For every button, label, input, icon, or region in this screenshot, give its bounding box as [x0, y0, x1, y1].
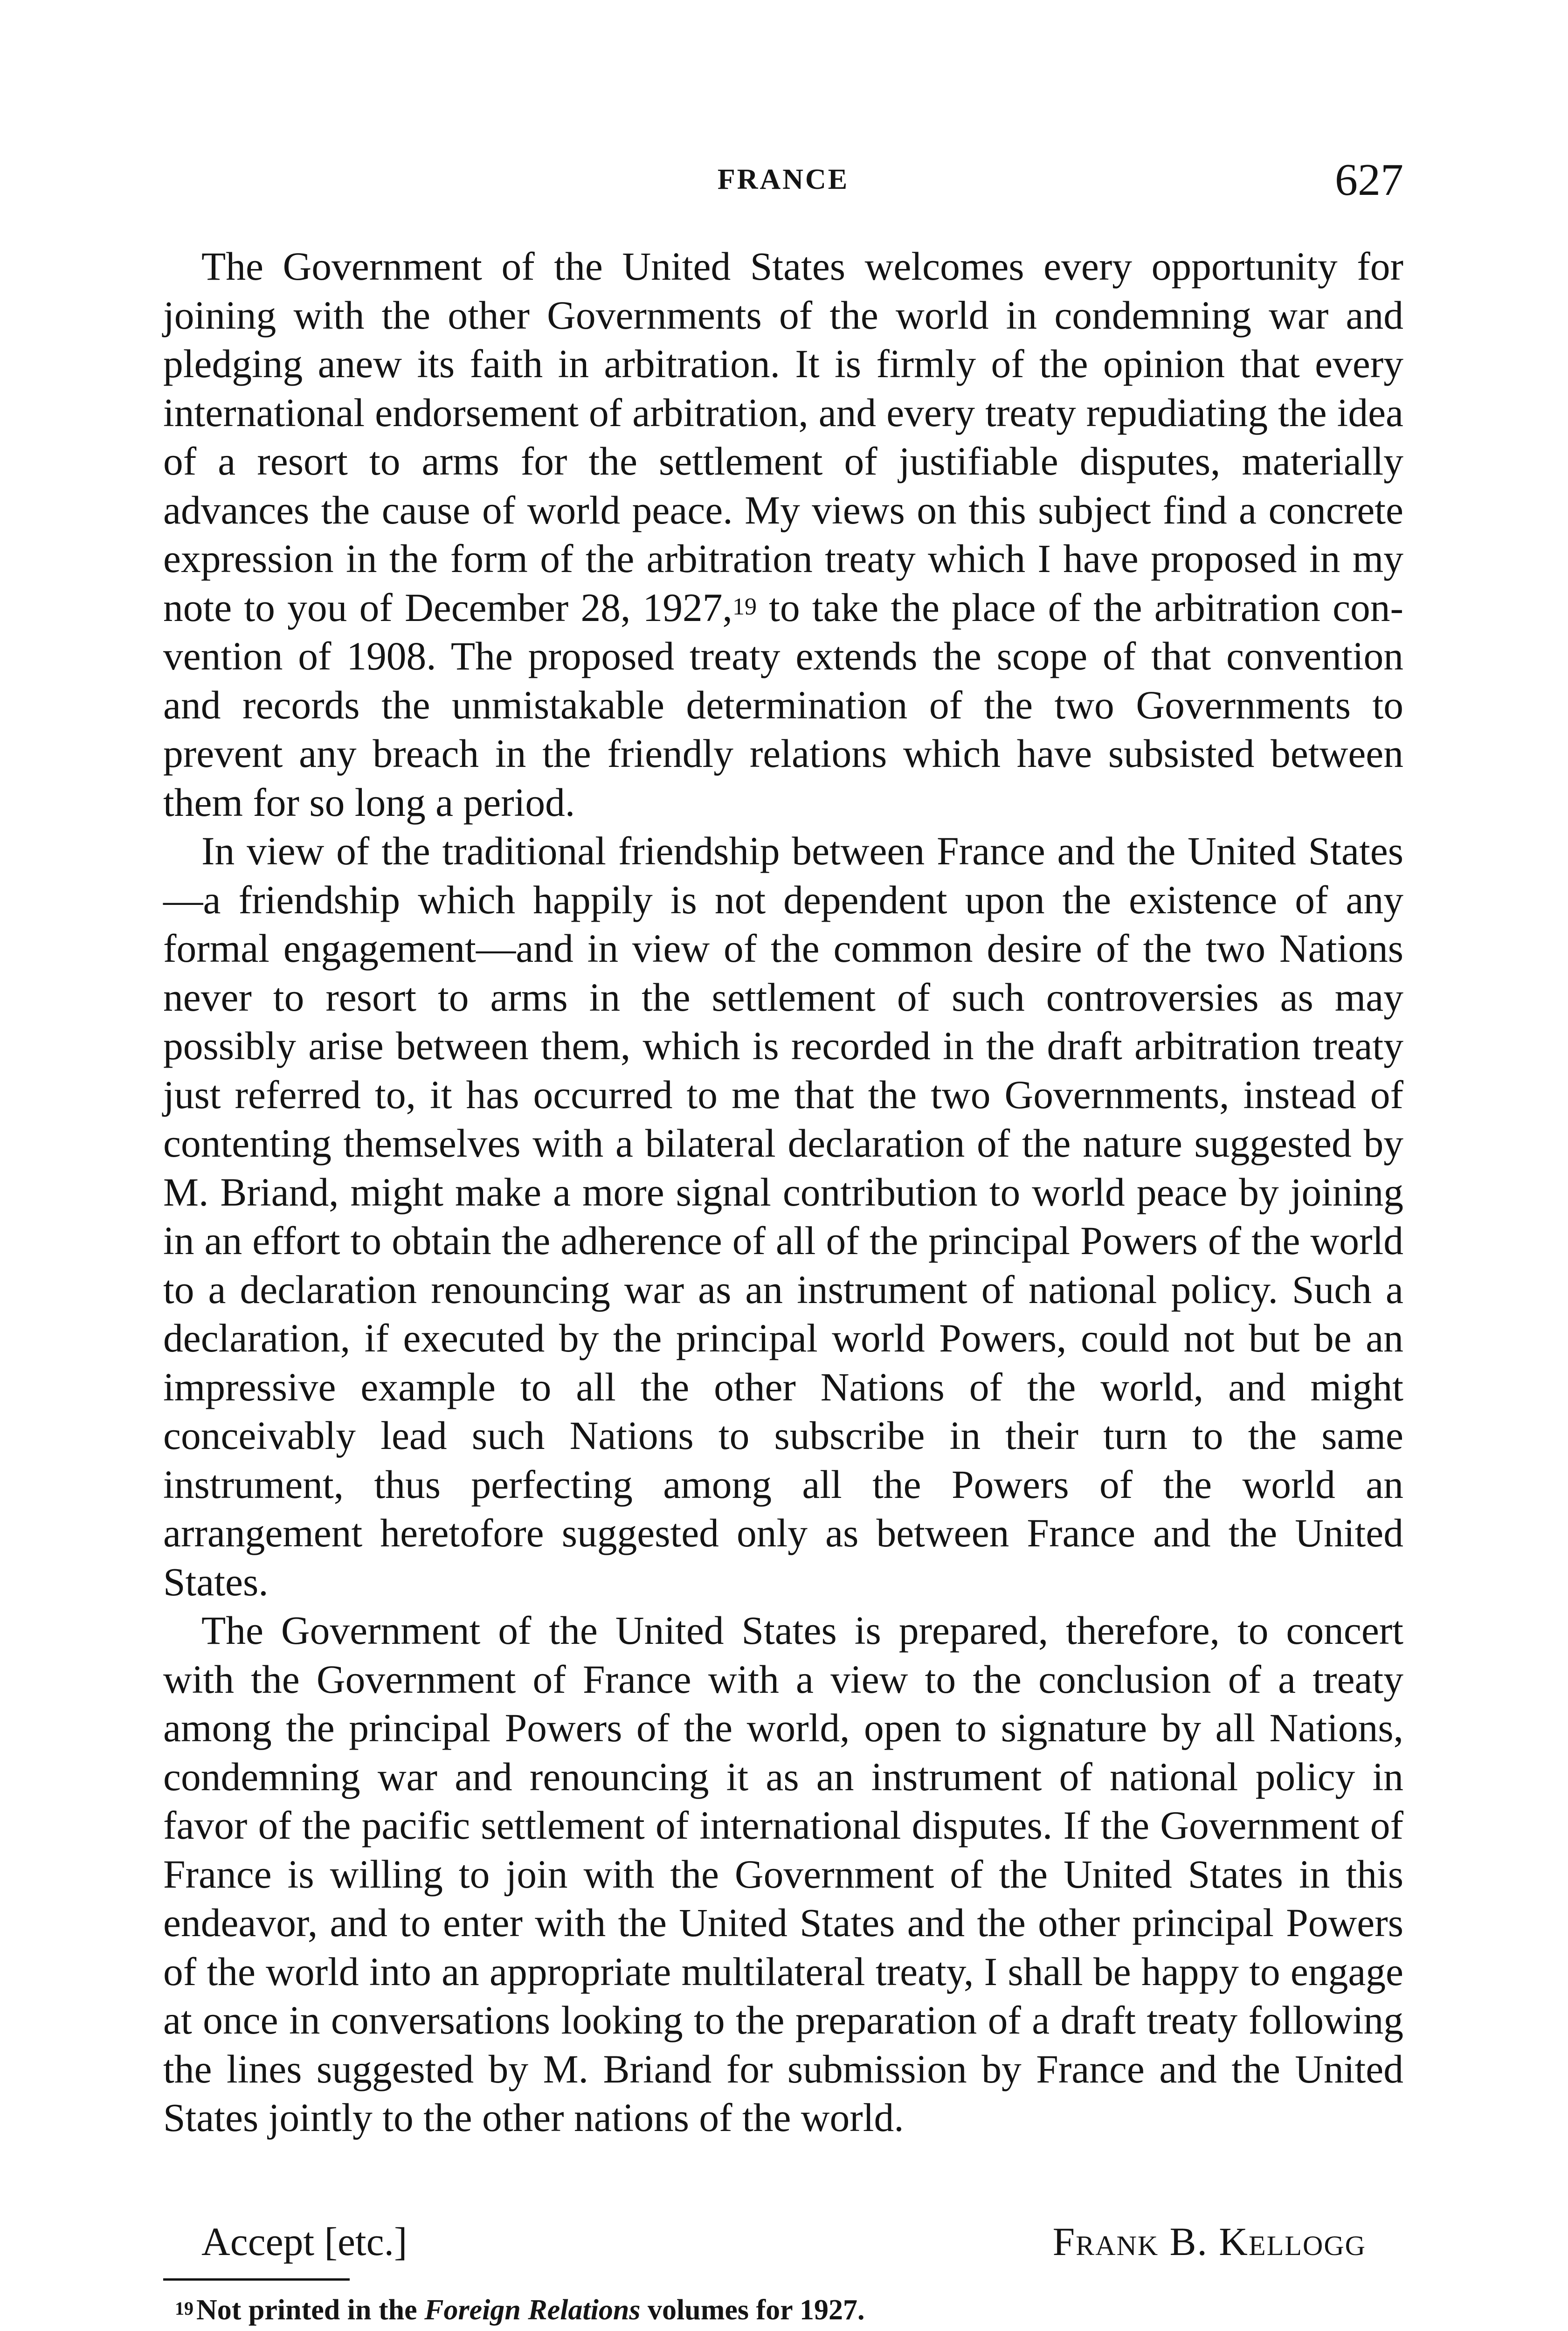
signature: Frank B. Kellogg	[1052, 2220, 1366, 2264]
running-title: FRANCE	[717, 164, 850, 195]
footnote-divider	[163, 2278, 350, 2281]
paragraph-2: In view of the traditional friendship between France and the United States—a friendship which happily is not dependent upon the existence of any formal engagement—and in view of the common desire of the two Nations never to resort to arms in the settlement of such controversies as may possibly arise between them, which is recorded in the draft arbitration treaty just referred to, it has occurred to me that the two Governments, instead of contenting themselves with a bilateral declaration of the nature suggested by M. Briand, might make a more signal contribution to world peace by joining in an effort to obtain the adherence of all of the principal Powers of the world to a declaration renouncing war as an instrument of national policy. Such a declaration, if executed by the principal world Powers, could not but be an impressive example to all the other Nations of the world, and might conceivably lead such Nations to subscribe in their turn to the same instrument, thus perfecting among all the Powers of the world an arrangement heretofore suggested only as between France and the United States.	[163, 829, 1403, 1604]
paragraph-3: The Government of the United States is prepared, therefore, to concert with the Government of France with a view to the conclusion of a treaty among the principal Powers of the world, open to signature by all Nations, condemning war and renouncing it as an instrument of national policy in favor of the pacific settlement of international disputes. If the Government of France is willing to join with the Government of the United States in this endeavor, and to enter with the United States and the other principal Powers of the world into an appropriate multilateral treaty, I shall be happy to engage at once in conversations looking to the preparation of a draft treaty following the lines suggested by M. Briand for submission by France and the United States jointly to the other nations of the world.	[163, 1609, 1403, 2140]
footnote-number: 19	[175, 2298, 193, 2319]
footnote	[175, 2294, 1387, 2327]
closing-phrase: Accept [etc.]	[201, 2220, 408, 2264]
footnote-text-b: volumes for 1927.	[640, 2294, 865, 2326]
page-number: 627	[1335, 155, 1403, 205]
body-text	[163, 242, 1403, 2143]
running-head	[163, 154, 1403, 205]
footnote-text-a: Not printed in the	[196, 2294, 425, 2326]
paragraph-1	[163, 242, 1403, 827]
closing-line	[163, 2219, 1403, 2270]
paragraph-1-text-a: The Government of the United States welcomes every opportunity for joining with the other Governments of the world in condemning war and pledging anew its faith in arbitration. It is firmly of the opinion that every international endorsement of arbitration, and every treaty repudiating the idea of a resort to arms for the settlement of justifiable disputes, materially advances the cause of world peace. My views on this subject find a concrete expression in the form of the arbitration treaty which I have proposed in my note to you of December 28, 1927,	[163, 245, 1403, 630]
paragraph-1-text-b: to take the place of the arbitration convention of 1908. The proposed treaty extends the scope of that convention and records the unmistakable determination of the two Governments to prevent any breach in the friendly relations which have subsisted between them for so long a period.	[163, 586, 1404, 825]
footnote-publication-title: Foreign Relations	[424, 2294, 641, 2326]
footnote-reference: 19	[732, 593, 757, 620]
